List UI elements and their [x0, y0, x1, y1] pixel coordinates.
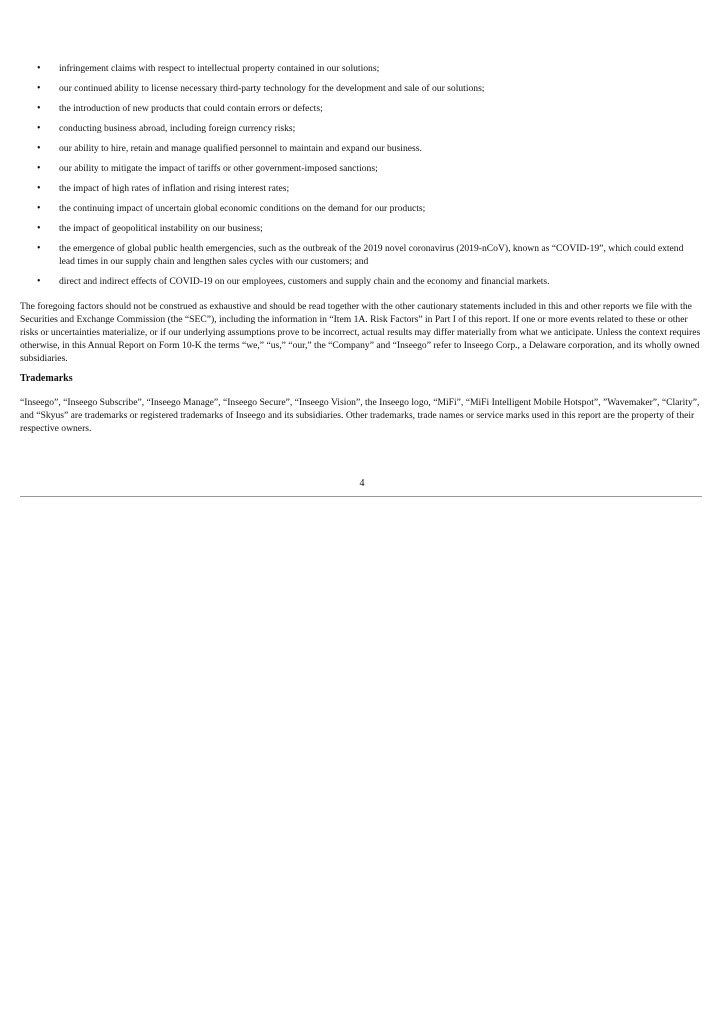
list-item-text: direct and indirect effects of COVID-19 on our employees, customers and supply chain and the economy and financial markets. — [59, 276, 550, 287]
foregoing-factors-paragraph: The foregoing factors should not be construed as exhaustive and should be read together with the other cautionary statements included in this and other reports we file with the Securities and Exchange Commission (the “SEC”), including the information in “Item 1A. Risk Factors” in Part I of this report. If one or more events related to these or other risks or uncertainties materialize, or if our underlying assumptions prove to be incorrect, actual results may differ materially from what we anticipate. Unless the context requires otherwise, in this Annual Report on Form 10-K the terms “we,” “us,” “our,” the “Company” and “Inseego” refer to Inseego Corp., a Delaware corporation, and its wholly owned subsidiaries. — [20, 301, 701, 364]
list-item — [20, 102, 700, 115]
page-divider — [20, 496, 702, 497]
list-item — [20, 202, 700, 215]
list-item-text: the continuing impact of uncertain global economic conditions on the demand for our products; — [59, 203, 426, 214]
list-item — [20, 182, 700, 195]
bullet-glyph: • — [37, 83, 41, 94]
bullet-glyph: • — [37, 203, 41, 214]
list-item-text: the impact of geopolitical instability on our business; — [59, 223, 263, 234]
list-item-text: our continued ability to license necessary third-party technology for the development and sale of our solutions; — [59, 83, 485, 94]
bullet-glyph: • — [37, 103, 41, 114]
bullet-glyph: • — [37, 223, 41, 234]
list-item — [20, 222, 700, 235]
bullet-glyph: • — [37, 143, 41, 154]
list-item-text: conducting business abroad, including foreign currency risks; — [59, 123, 296, 134]
list-item — [20, 62, 700, 75]
list-item — [20, 122, 700, 135]
list-item-text: the impact of high rates of inflation and rising interest rates; — [59, 183, 290, 194]
list-item-text: our ability to hire, retain and manage qualified personnel to maintain and expand our business. — [59, 143, 422, 154]
list-item-text: infringement claims with respect to intellectual property contained in our solutions; — [59, 63, 380, 74]
risk-factor-list — [20, 62, 700, 295]
bullet-glyph: • — [37, 276, 41, 287]
list-item — [20, 142, 700, 155]
bullet-glyph: • — [37, 183, 41, 194]
trademarks-paragraph: “Inseego”, “Inseego Subscribe”, “Inseego Manage”, “Inseego Secure”, “Inseego Vision”, the Inseego logo, “MiFi”, “MiFi Intelligent Mobile Hotspot”, ”Wavemaker”, “Clarity”, and “Skyus” are trademarks or registered trademarks of Inseego and its subsidiaries. Other trademarks, trade names or service marks used in this report are the property of their respective owners. — [20, 397, 700, 434]
list-item — [20, 275, 700, 288]
bullet-glyph: • — [37, 123, 41, 134]
trademarks-heading: Trademarks — [20, 373, 73, 384]
bullet-glyph: • — [37, 163, 41, 174]
list-item — [20, 242, 700, 268]
list-item-text: the introduction of new products that could contain errors or defects; — [59, 103, 323, 114]
list-item — [20, 162, 700, 175]
list-item — [20, 82, 700, 95]
bullet-glyph: • — [37, 63, 41, 74]
page-number: 4 — [359, 478, 365, 489]
list-item-text: our ability to mitigate the impact of tariffs or other government-imposed sanctions; — [59, 163, 378, 174]
list-item-text: the emergence of global public health emergencies, such as the outbreak of the 2019 novel coronavirus (2019-nCoV), known as “COVID-19”, which could extend lead times in our supply chain and lengthen sales cycles with our customers; and — [59, 243, 684, 267]
bullet-glyph: • — [37, 243, 41, 254]
